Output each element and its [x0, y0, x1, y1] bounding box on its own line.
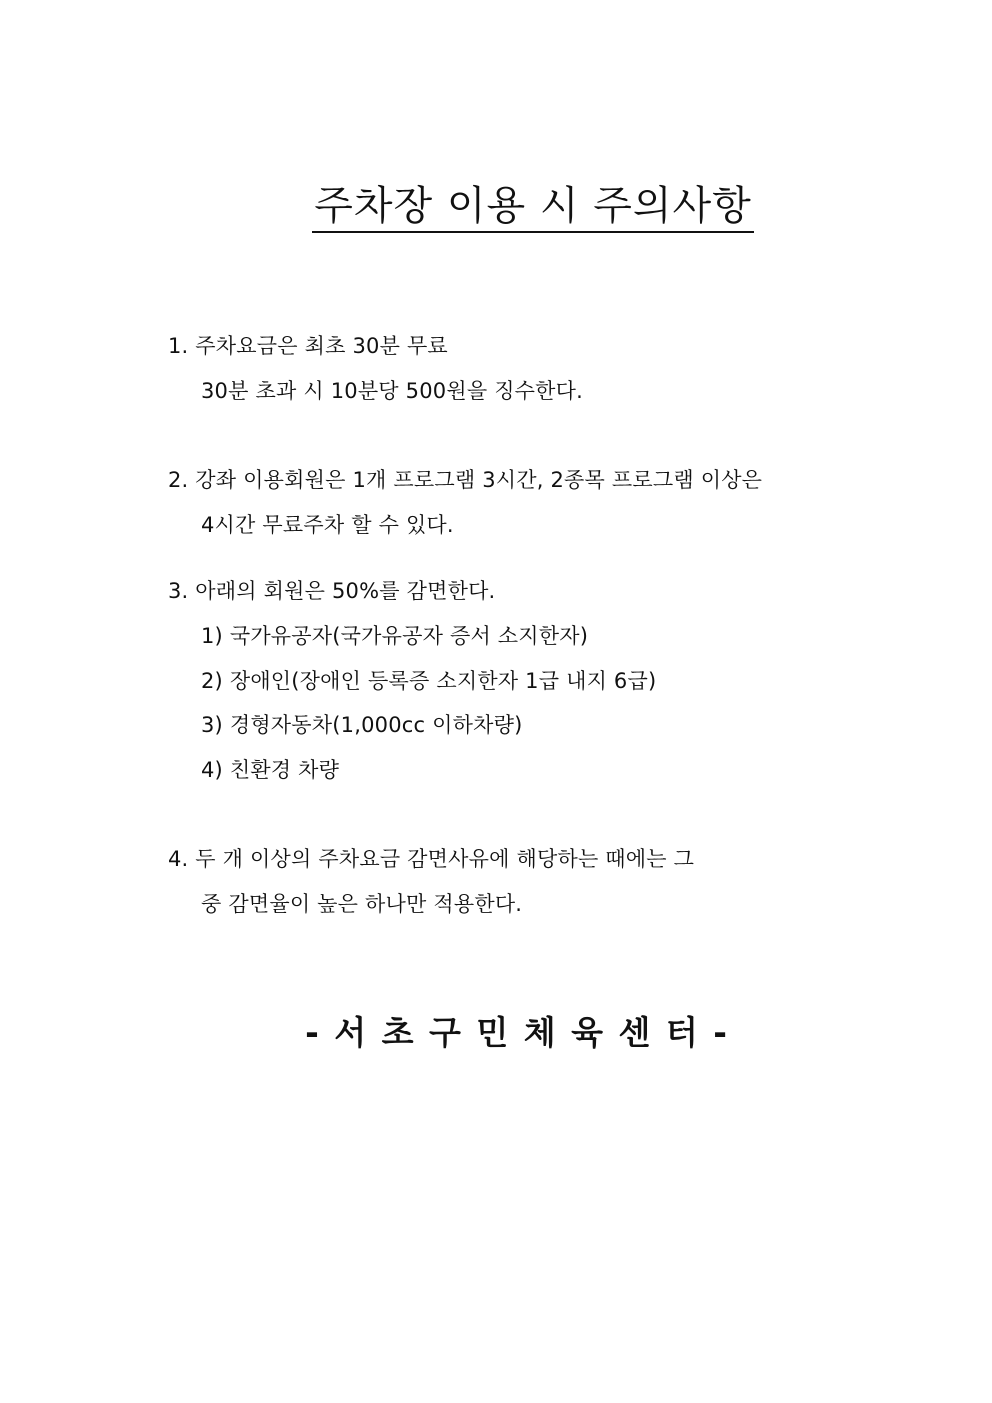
organization-name: - 서 초 구 민 체 육 센 터 - — [305, 1013, 729, 1052]
notice-item-2-line-1: 2. 강좌 이용회원은 1개 프로그램 3시간, 2종목 프로그램 이상은 — [168, 468, 763, 492]
document-title — [0, 176, 992, 236]
notice-subitem-4: 4) 친환경 차량 — [201, 758, 340, 782]
notice-subitem-1: 1) 국가유공자(국가유공자 증서 소지한자) — [201, 624, 589, 648]
notice-item-2-line-2: 4시간 무료주차 할 수 있다. — [201, 513, 454, 537]
notice-item-4-line-1: 4. 두 개 이상의 주차요금 감면사유에 해당하는 때에는 그 — [168, 847, 695, 871]
organization-footer — [0, 1008, 992, 1058]
notice-item-1-line-2: 30분 초과 시 10분당 500원을 징수한다. — [201, 379, 584, 403]
notice-item-4-line-2: 중 감면율이 높은 하나만 적용한다. — [201, 892, 523, 916]
notice-item-3-line-1: 3. 아래의 회원은 50%를 감면한다. — [168, 579, 496, 603]
notice-subitem-2: 2) 장애인(장애인 등록증 소지한자 1급 내지 6급) — [201, 669, 657, 693]
notice-item-1-line-1: 1. 주차요금은 최초 30분 무료 — [168, 334, 448, 358]
notice-subitem-3: 3) 경형자동차(1,000cc 이하차량) — [201, 713, 523, 737]
document-title-text: 주차장 이용 시 주의사항 — [312, 183, 754, 233]
